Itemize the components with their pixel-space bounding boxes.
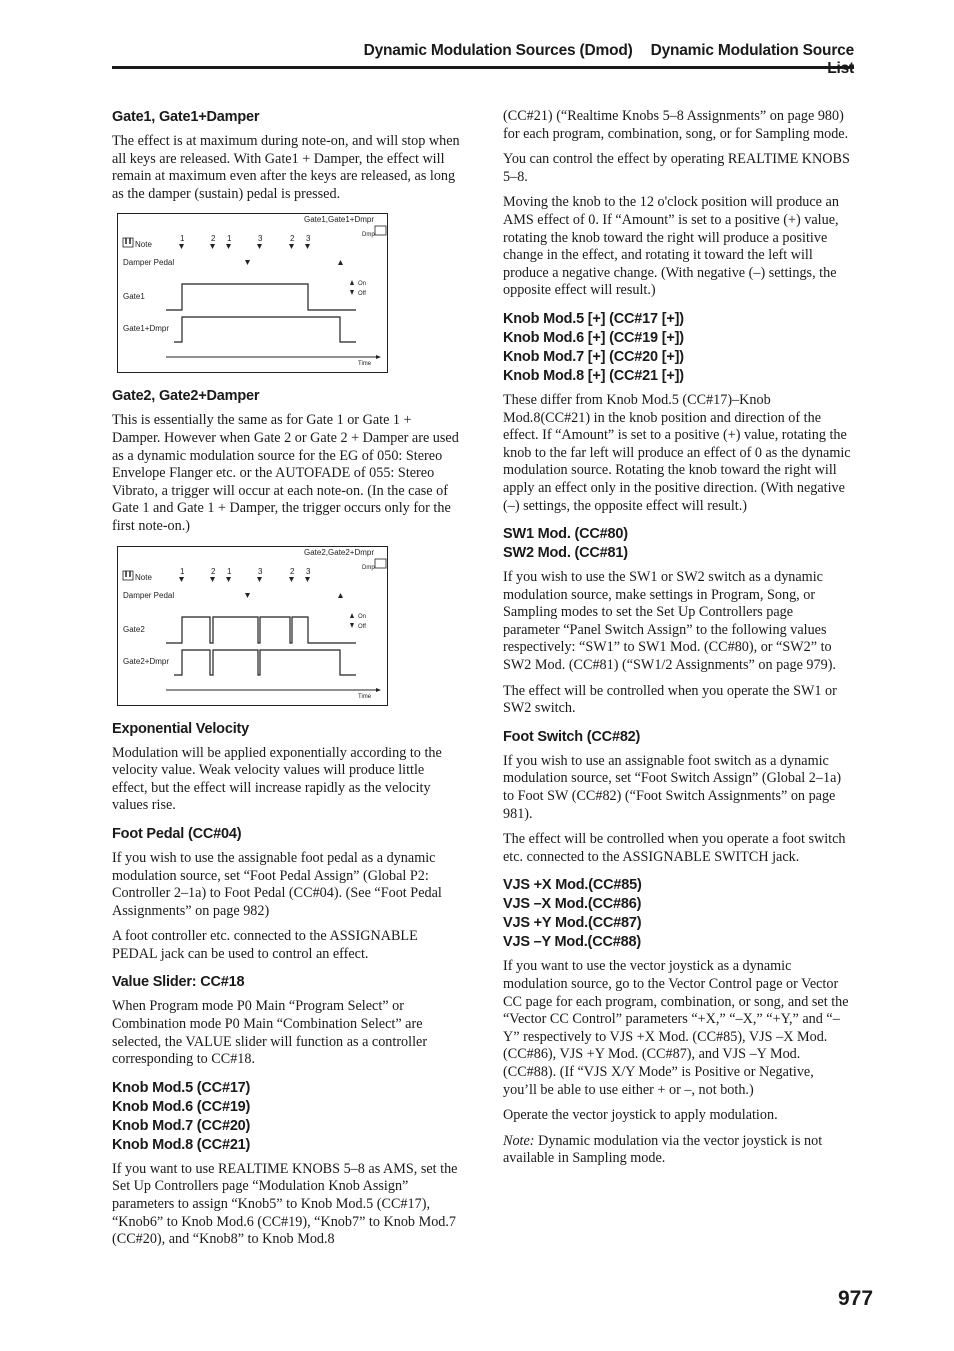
paragraph: (CC#21) (“Realtime Knobs 5–8 Assignments” on page 980) for each program, combination, song, or for Sampling mode. (503, 108, 849, 142)
heading-vjs (503, 876, 851, 952)
paragraph: If you want to use the vector joystick as a dynamic modulation source, go to the Vector Control page or Vector CC page for each program, combination, or song, and set the “Vector CC Control” parameters “+X,” “–X,” “+Y,” and “–Y” respectively to VJS +X Mod. (CC#85), VJS –X Mod. (CC#86), VJS +Y Mod. (CC#87), and VJS –Y Mod. (CC#88). (If “VJS X/Y Mode” is Positive or Negative, you’ll be able to use either + or –, not both.) (503, 958, 849, 1098)
heading-line: Knob Mod.8 (CC#21) (112, 1136, 251, 1153)
note-number: 2 (211, 566, 216, 576)
damper-down-arrow (245, 593, 250, 598)
left-column (112, 108, 460, 1259)
heading-line: VJS –Y Mod.(CC#88) (503, 934, 641, 951)
heading-line: SW2 Mod. (CC#81) (503, 545, 628, 562)
dmp-label: Dmp (362, 232, 375, 239)
note-number: 1 (227, 234, 232, 244)
off-arrow (350, 290, 354, 295)
paragraph: The effect will be controlled when you operate the SW1 or SW2 switch. (503, 682, 837, 717)
note-arrows (179, 244, 310, 250)
heading-foot-pedal: Foot Pedal (CC#04) (112, 825, 242, 842)
note-label: Note (135, 572, 152, 582)
paragraph: If you wish to use the SW1 or SW2 switch as a dynamic modulation source, make settings in Program, Song, or Sampling modes to set the Set Up Controllers page parameter “Panel Switch Assign” to the following values respectively: “SW1” to SW1 Mod. (CC#80), or “SW2” to SW2 Mod. (CC#81) (“SW1/2 Assignments” on page 979). (503, 569, 836, 674)
header-rule (112, 66, 854, 69)
heading-exponential-velocity: Exponential Velocity (112, 720, 250, 737)
section-knob-mod-plus (503, 310, 851, 515)
heading-line: Knob Mod.8 [+] (CC#21 [+]) (503, 367, 684, 384)
page-number: 977 (838, 1287, 874, 1310)
header-subsection: Dynamic Modulation Source (650, 42, 854, 59)
gate1-label: Gate1 (123, 292, 145, 302)
right-column (503, 108, 851, 1178)
time-label: Time (358, 693, 372, 700)
on-label: On (358, 281, 367, 288)
paragraph: Operate the vector joystick to apply modulation. (503, 1107, 778, 1124)
keyboard-icon (375, 226, 386, 235)
heading-line: SW1 Mod. (CC#80) (503, 526, 628, 543)
damper-down-arrow (245, 260, 250, 265)
heading-line: VJS –X Mod.(CC#86) (503, 896, 642, 913)
heading-sw-mod (503, 525, 851, 563)
note-label: Note (135, 240, 152, 250)
note-number: 3 (306, 234, 311, 244)
heading-gate1: Gate1, Gate1+Damper (112, 109, 260, 125)
note-number: 1 (227, 566, 232, 576)
gate1-diagram-svg (118, 214, 387, 372)
keyboard-icon (123, 571, 133, 580)
off-label: Off (358, 291, 366, 298)
paragraph: The effect is at maximum during note-on, and will stop when all keys are released. With Gate1 + Damper, the effect will remain at maximum even after the keys are released, as long as the damper (sustain) pedal is pressed. (112, 133, 460, 202)
note-number: 3 (258, 234, 263, 244)
heading-line: VJS +Y Mod.(CC#87) (503, 915, 642, 932)
gate2-timing-diagram (117, 546, 388, 706)
section-gate2 (112, 387, 460, 535)
heading-value-slider: Value Slider: CC#18 (112, 974, 245, 991)
heading-knob-mod-plus (503, 310, 851, 386)
dmp-label: Dmp (362, 564, 375, 571)
note-number: 1 (180, 234, 185, 244)
time-label: Time (358, 361, 372, 368)
off-label: Off (358, 623, 366, 630)
note-paragraph (503, 1133, 851, 1168)
damper-pedal-label: Damper Pedal (123, 258, 175, 268)
off-arrow (350, 623, 354, 628)
paragraph: This is essentially the same as for Gate 1 or Gate 1 + Damper. However when Gate 2 or Gate 2 + Damper are used as a dynamic modulation source for the EG of 050: Stereo Envelope Flanger etc. or the AUTOFADE of 055: Stereo Vibrato, a trigger will occur at each note-on. (In the case of Gate 1 and Gate 1 + Damper, the trigger occurs only for the first note-on.) (112, 412, 459, 534)
heading-line: Knob Mod.5 (CC#17) (112, 1079, 251, 1096)
on-label: On (358, 613, 367, 620)
damper-up-arrow (338, 593, 343, 598)
gate1-waveform (166, 284, 356, 310)
paragraph: A foot controller etc. connected to the ASSIGNABLE PEDAL jack can be used to control an effect. (112, 928, 418, 962)
note-number: 2 (290, 566, 295, 576)
header-section: Dynamic Modulation Sources (Dmod) (363, 42, 633, 59)
note-number: 1 (180, 566, 185, 576)
gate2-dmpr-waveform (174, 650, 356, 675)
paragraph: These differ from Knob Mod.5 (CC#17)–Knob Mod.8(CC#21) in the knob position and direction of the effect. If “Amount” is set to a positive (+) value, rotating the knob to the far left will produce an effect of 0 as the dynamic modulation source. Rotating the knob toward the right will apply an effect only in the positive direction. (With negative (–) settings, the opposite effect will result.) (503, 391, 851, 514)
section-foot-switch (503, 728, 851, 867)
section-vjs (503, 876, 851, 1168)
section-knob-mod (112, 1079, 460, 1249)
heading-gate2: Gate2, Gate2+Damper (112, 388, 260, 405)
keyboard-icon (123, 238, 133, 247)
gate2-label: Gate2 (123, 624, 145, 634)
heading-line: Knob Mod.7 (CC#20) (112, 1117, 251, 1134)
damper-pedal-label: Damper Pedal (123, 590, 175, 600)
diagram-title: Gate2,Gate2+Dmpr (304, 547, 375, 557)
gate2-waveform (166, 617, 356, 643)
note-text: Dynamic modulation via the vector joystick is not available in Sampling mode. (503, 1132, 823, 1167)
section-knob-mod-continued (503, 108, 851, 300)
diagram-title: Gate1,Gate1+Dmpr (304, 215, 375, 225)
paragraph: If you wish to use an assignable foot switch as a dynamic modulation source, set “Foot Switch Assign” (Global 2–1a) to Foot SW (CC#82) (“Foot Switch Assignments” on page 981). (503, 752, 842, 822)
gate2-diagram-svg (118, 547, 387, 705)
heading-line: Knob Mod.6 [+] (CC#19 [+]) (503, 329, 684, 346)
section-value-slider (112, 973, 460, 1068)
on-arrow (350, 613, 354, 618)
section-sw-mod (503, 525, 851, 718)
section-exponential-velocity (112, 720, 460, 815)
gate1-dmpr-waveform (174, 317, 356, 342)
damper-up-arrow (338, 260, 343, 265)
keyboard-icon (375, 559, 386, 568)
heading-knob-mod (112, 1079, 460, 1155)
paragraph: Modulation will be applied exponentially according to the velocity value. Weak velocity values will produce little effect, but the effect will increase rapidly as the velocity values rise. (112, 744, 442, 814)
paragraph: When Program mode P0 Main “Program Select” or Combination mode P0 Main “Combination Select” are selected, the VALUE slider will function as a controller corresponding to CC#18. (112, 998, 428, 1068)
heading-line: Knob Mod.5 [+] (CC#17 [+]) (503, 310, 684, 327)
note-number: 3 (258, 566, 263, 576)
note-number: 2 (290, 234, 295, 244)
heading-foot-switch: Foot Switch (CC#82) (503, 728, 641, 745)
note-number: 3 (306, 566, 311, 576)
paragraph: Moving the knob to the 12 o'clock position will produce an AMS effect of 0. If “Amount” is set to a positive (+) value, rotating the knob toward the right will produce a positive change in the effect, and rotating it toward the left will produce a negative change. (With negative (–) settings, the opposite effect will result.) (503, 194, 839, 299)
section-gate1 (112, 108, 460, 203)
running-header (359, 42, 854, 78)
paragraph: If you want to use REALTIME KNOBS 5–8 as AMS, set the Set Up Controllers page “Modulation Knob Assign” parameters to assign “Knob5” to Knob Mod.5 (CC#17), “Knob6” to Knob Mod.6 (CC#19), “Knob7” to Knob Mod.7 (CC#20), and “Knob8” to Knob Mod.8 (112, 1160, 458, 1248)
section-foot-pedal (112, 825, 460, 964)
paragraph: If you wish to use the assignable foot pedal as a dynamic modulation source, set “Foot Pedal Assign” (Global P2: Controller 2–1a) to Foot Pedal (CC#04). (See “Foot Pedal Assignments” on page 982) (112, 849, 442, 919)
note-arrows (179, 577, 310, 582)
note-label: Note: (503, 1132, 535, 1149)
gate2-dmpr-label: Gate2+Dmpr (123, 656, 170, 666)
heading-line: VJS +X Mod.(CC#85) (503, 877, 642, 894)
note-number: 2 (211, 234, 216, 244)
paragraph: You can control the effect by operating REALTIME KNOBS 5–8. (503, 151, 850, 185)
gate1-dmpr-label: Gate1+Dmpr (123, 324, 170, 334)
paragraph: The effect will be controlled when you operate a foot switch etc. connected to the ASSIGNABLE SWITCH jack. (503, 831, 846, 865)
gate1-timing-diagram (117, 213, 388, 373)
on-arrow (350, 280, 354, 285)
heading-line: Knob Mod.6 (CC#19) (112, 1098, 251, 1115)
heading-line: Knob Mod.7 [+] (CC#20 [+]) (503, 348, 684, 365)
